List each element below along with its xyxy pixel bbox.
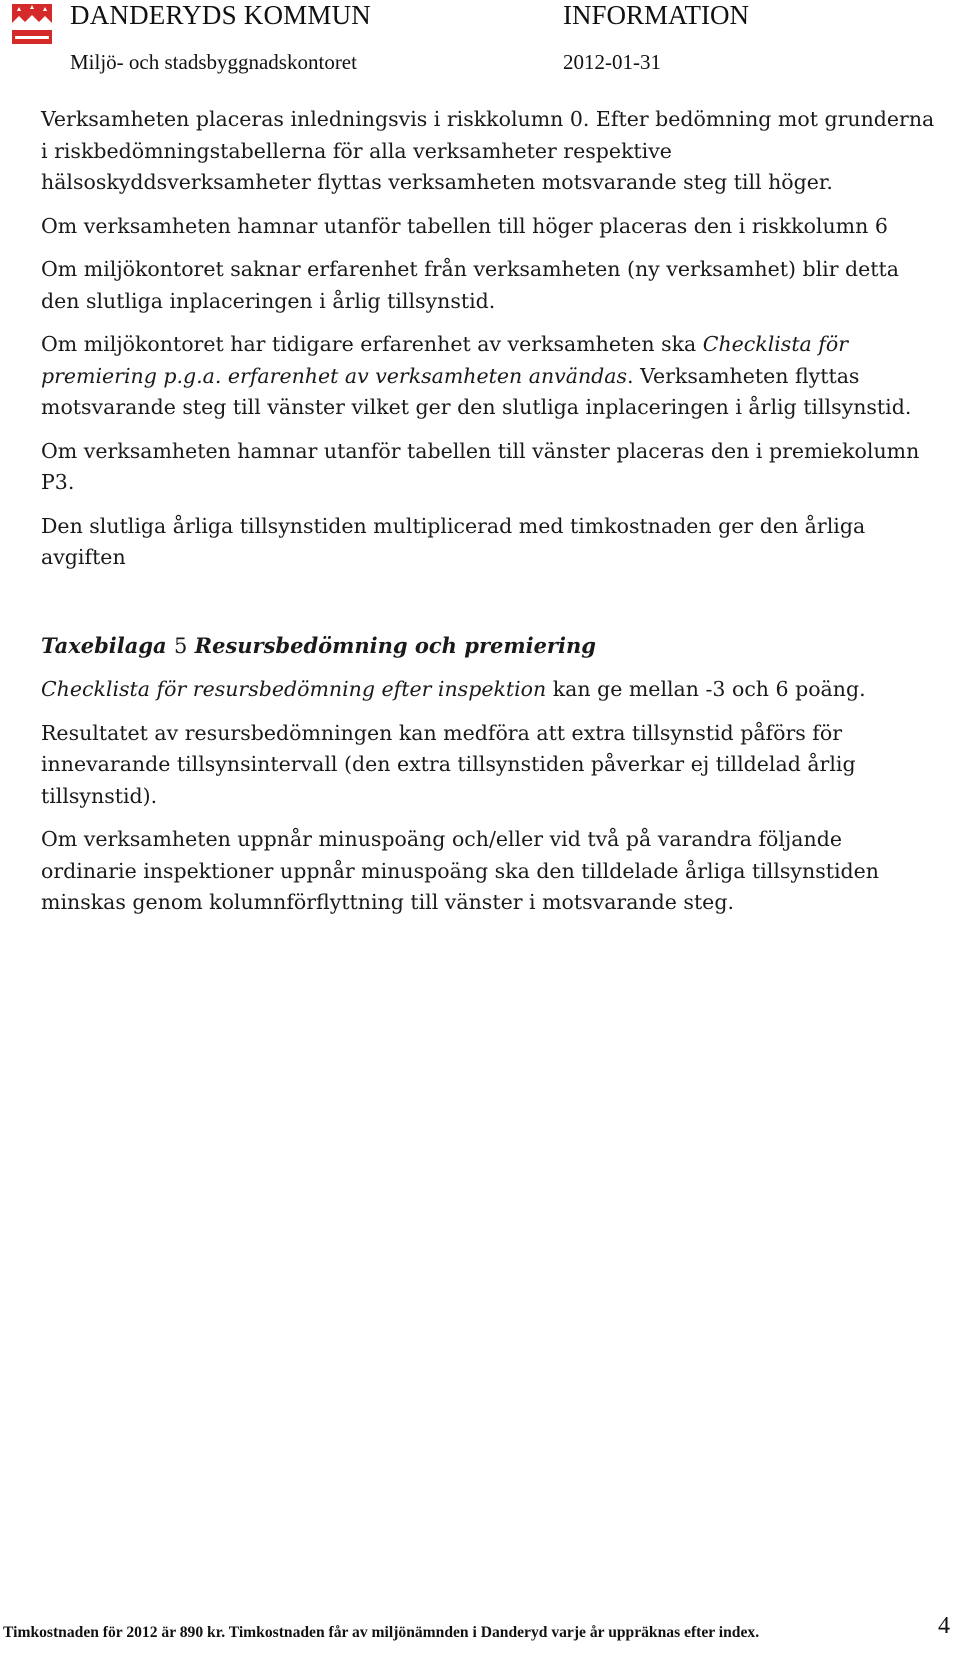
paragraph-outside-left: Om verksamheten hamnar utanför tabellen till vänster placeras den i premiekolumn P3. xyxy=(41,438,920,494)
footer-note: Timkostnaden för 2012 är 890 kr. Timkostnaden får av miljönämnden i Danderyd varje år uppräknas efter index. xyxy=(3,1624,760,1641)
checklist-reference: Checklista för premiering p.g.a. erfarenhet av verksamheten användas xyxy=(41,332,849,388)
heading-prefix: Taxebilaga xyxy=(41,632,174,658)
paragraph-checklist-points xyxy=(41,674,941,706)
paragraph-annual-fee: Den slutliga årliga tillsynstiden multiplicerad med timkostnaden ger den årliga avgiften xyxy=(41,513,866,569)
text-span: . Verksamheten flyttas motsvarande steg till vänster vilket ger den slutliga inplaceringen i årlig tillsynstid. xyxy=(41,363,912,419)
text-span: kan ge mellan -3 och 6 poäng. xyxy=(546,677,866,701)
municipality-logo xyxy=(11,3,53,45)
paragraph-minus-points: Om verksamheten uppnår minuspoäng och/eller vid två på varandra följande ordinarie inspektioner uppnår minuspoäng ska den tilldelade årliga tillsynstiden minskas genom kolumnförflyttning till vänster i motsvarande steg. xyxy=(41,827,879,914)
text-span: Om miljökontoret har tidigare erfarenhet av verksamheten ska xyxy=(41,332,703,356)
paragraph-outside-right: Om verksamheten hamnar utanför tabellen till höger placeras den i riskkolumn 6 xyxy=(41,213,888,238)
heading-number: 5 xyxy=(173,633,188,658)
page-number: 4 xyxy=(938,1613,950,1639)
department-name: Miljö- och stadsbyggnadskontoret xyxy=(70,50,357,74)
paragraph-resource-result: Resultatet av resursbedömningen kan medföra att extra tillsynstid påförs för innevarande tillsynsintervall (den extra tillsynstiden påverkar ej tilldelad årlig tillsynstid). xyxy=(41,720,856,808)
paragraph-initial-placement: Verksamheten placeras inledningsvis i riskkolumn 0. Efter bedömning mot grunderna i riskbedömningstabellerna för alla verksamheter respektive hälsoskyddsverksamheter flyttas verksamheten motsvarande steg till höger. xyxy=(41,107,935,194)
section-heading xyxy=(41,630,941,663)
paragraph-no-experience: Om miljökontoret saknar erfarenhet från verksamheten (ny verksamhet) blir detta den slutliga inplaceringen i årlig tillsynstid. xyxy=(41,257,899,313)
heading-title: Resursbedömning och premiering xyxy=(187,632,596,658)
document-date: 2012-01-31 xyxy=(563,50,661,74)
document-body xyxy=(41,104,941,931)
organization-name: DANDERYDS KOMMUN xyxy=(70,0,371,30)
paragraph-previous-experience xyxy=(41,329,941,424)
checklist-title: Checklista för resursbedömning efter inspektion xyxy=(41,677,547,701)
document-type: INFORMATION xyxy=(563,0,750,30)
